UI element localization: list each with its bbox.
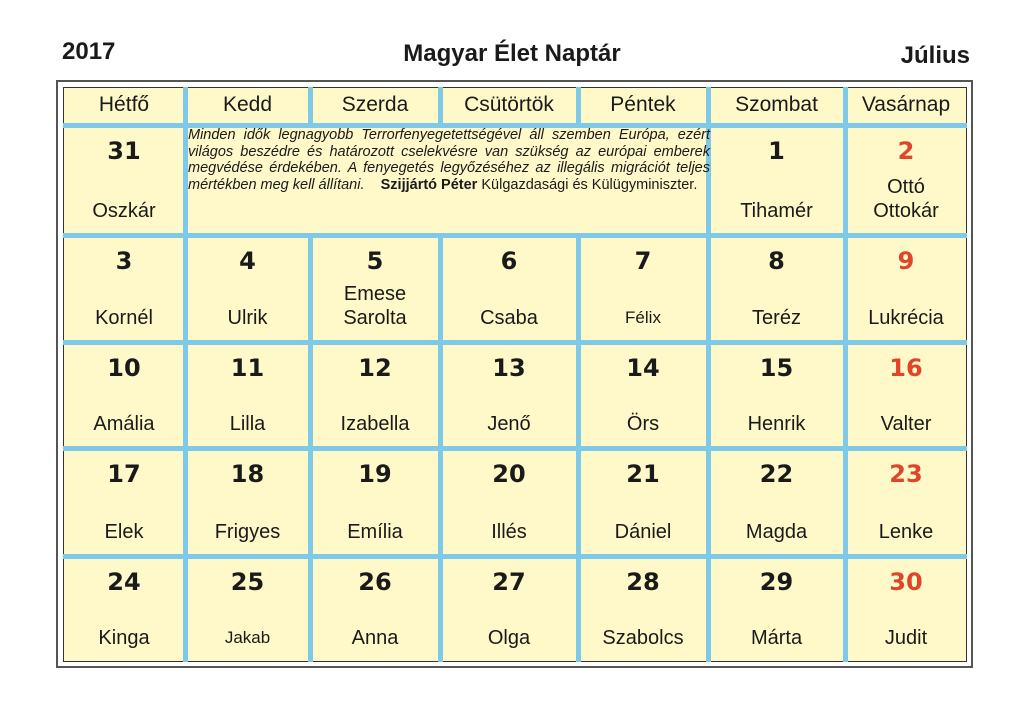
day-number: 1 xyxy=(768,137,785,165)
day-cell[interactable] xyxy=(63,556,185,662)
day-cell[interactable] xyxy=(440,556,578,662)
day-number: 24 xyxy=(107,568,141,596)
name-day-label: Félix xyxy=(625,308,661,327)
name-day-label: Ottó Ottokár xyxy=(873,176,939,222)
name-day-label: Magda xyxy=(745,521,808,543)
day-cell[interactable] xyxy=(63,342,185,448)
day-cell[interactable] xyxy=(845,235,967,342)
day-number: 10 xyxy=(107,354,141,382)
weekday-label: Kedd xyxy=(222,93,273,116)
day-cell[interactable] xyxy=(845,342,967,448)
name-day-label: Amália xyxy=(93,413,155,435)
name-day-label: Frigyes xyxy=(214,521,281,543)
day-cell[interactable] xyxy=(708,342,845,448)
day-cell[interactable] xyxy=(845,448,967,556)
day-cell[interactable] xyxy=(708,235,845,342)
day-number: 5 xyxy=(366,247,384,275)
name-day-label: Jakab xyxy=(224,628,271,647)
name-day-label: Márta xyxy=(750,627,803,649)
weekday-label: Hétfő xyxy=(98,93,150,116)
day-number: 31 xyxy=(107,137,141,165)
day-number: 15 xyxy=(759,354,794,382)
day-number: 20 xyxy=(492,460,526,488)
day-number: 25 xyxy=(230,568,265,596)
day-number: 8 xyxy=(768,247,785,275)
day-number: 17 xyxy=(107,460,141,488)
day-cell[interactable] xyxy=(578,235,708,342)
day-number: 3 xyxy=(115,247,133,275)
day-number: 26 xyxy=(358,568,392,596)
calendar-title: Magyar Élet Naptár xyxy=(403,40,621,67)
weekday-label: Szerda xyxy=(341,93,409,116)
day-number: 23 xyxy=(889,460,923,488)
day-cell[interactable] xyxy=(185,448,310,556)
quote-text: Minden idők legnagyobb Terrorfenyegetettségével áll szemben Európa, ezért világos beszédre és határozott cselekvésre van szükség az európai emberek megvédése érdekében. A fenyegetés legyőzéséhez az illegális migrációt teljes mértékben meg kell állítani. xyxy=(188,127,710,193)
quote-author-role: Külgazdasági és Külügyminiszter. xyxy=(481,176,698,193)
day-cell[interactable] xyxy=(440,342,578,448)
day-number: 2 xyxy=(897,137,915,165)
weekday-label: Szombat xyxy=(735,93,818,116)
day-cell[interactable] xyxy=(185,556,310,662)
name-day-label: Olga xyxy=(487,627,531,649)
name-day-label: Anna xyxy=(351,627,399,649)
name-day-label: Lenke xyxy=(878,521,934,543)
name-day-label: Judit xyxy=(884,627,928,649)
year-label: 2017 xyxy=(62,38,116,65)
name-day-label: Kornél xyxy=(95,307,153,329)
name-day-label: Elek xyxy=(104,521,144,543)
day-cell[interactable] xyxy=(578,448,708,556)
day-number: 6 xyxy=(500,247,518,275)
day-cell[interactable] xyxy=(185,342,310,448)
name-day-label: Emese Sarolta xyxy=(343,283,407,329)
day-cell[interactable] xyxy=(708,448,845,556)
day-number: 16 xyxy=(889,354,923,382)
day-number: 9 xyxy=(897,247,915,275)
day-cell[interactable] xyxy=(310,235,440,342)
weekday-label: Vasárnap xyxy=(861,93,951,116)
day-number: 19 xyxy=(358,460,392,488)
day-number: 7 xyxy=(634,247,652,275)
name-day-label: Tihamér xyxy=(740,200,813,222)
weekday-label: Péntek xyxy=(610,93,676,116)
day-number: 30 xyxy=(889,568,923,596)
name-day-label: Lilla xyxy=(229,413,266,435)
name-day-label: Izabella xyxy=(340,413,410,435)
day-number: 21 xyxy=(626,460,660,488)
name-day-label: Illés xyxy=(491,521,527,543)
name-day-label: Csaba xyxy=(480,307,538,329)
day-number: 13 xyxy=(492,354,526,382)
name-day-label: Emília xyxy=(347,521,403,543)
day-cell[interactable] xyxy=(63,448,185,556)
name-day-label: Örs xyxy=(626,413,660,435)
name-day-label: Dániel xyxy=(614,521,672,543)
day-cell[interactable] xyxy=(310,448,440,556)
day-number: 11 xyxy=(230,354,265,382)
name-day-label: Ulrik xyxy=(227,307,268,329)
day-cell[interactable] xyxy=(578,342,708,448)
day-number: 12 xyxy=(358,354,392,382)
day-cell[interactable] xyxy=(845,556,967,662)
name-day-label: Szabolcs xyxy=(602,627,684,649)
day-cell[interactable] xyxy=(310,342,440,448)
day-number: 28 xyxy=(626,568,660,596)
name-day-label: Teréz xyxy=(752,307,801,329)
day-cell[interactable] xyxy=(63,235,185,342)
day-number: 18 xyxy=(230,460,265,488)
weekday-label: Csütörtök xyxy=(464,93,554,116)
political-quote-note xyxy=(188,127,710,193)
day-number: 22 xyxy=(759,460,794,488)
name-day-label: Henrik xyxy=(747,413,806,435)
month-label: Július xyxy=(900,42,970,69)
name-day-label: Valter xyxy=(880,413,932,435)
day-cell[interactable] xyxy=(708,125,845,235)
name-day-label: Kinga xyxy=(98,627,150,649)
day-cell[interactable] xyxy=(578,556,708,662)
day-number: 29 xyxy=(759,568,794,596)
name-day-label: Jenő xyxy=(487,413,531,435)
day-cell[interactable] xyxy=(845,125,967,235)
day-cell[interactable] xyxy=(310,556,440,662)
day-number: 27 xyxy=(492,568,526,596)
quote-author: Szijjártó Péter xyxy=(380,176,478,193)
day-cell[interactable] xyxy=(63,125,185,235)
name-day-label: Oszkár xyxy=(92,200,156,222)
day-number: 14 xyxy=(626,354,660,382)
day-cell[interactable] xyxy=(440,448,578,556)
day-cell[interactable] xyxy=(185,235,310,342)
name-day-label: Lukrécia xyxy=(868,307,944,329)
day-cell[interactable] xyxy=(708,556,845,662)
day-cell[interactable] xyxy=(440,235,578,342)
day-number: 4 xyxy=(239,247,256,275)
